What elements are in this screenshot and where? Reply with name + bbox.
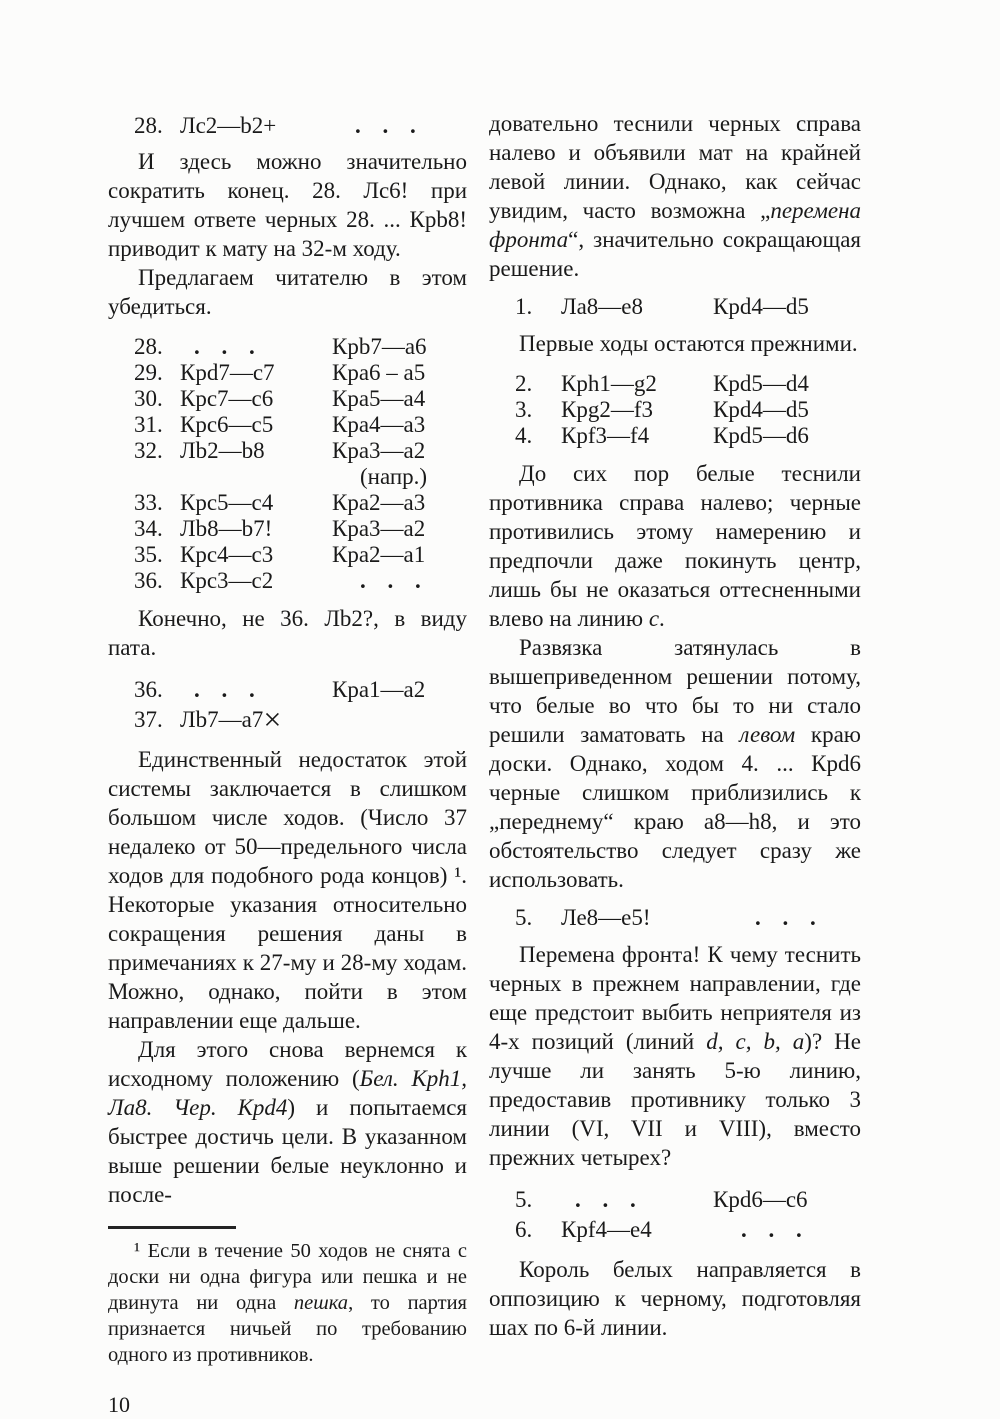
black-move: Крd5—d6 xyxy=(713,423,809,448)
paragraph xyxy=(489,940,861,1172)
move-number: 29. xyxy=(134,360,163,385)
text-segment: довательно теснили черных справа налево и объявили мат на крайней левой линии. Однако, как сейчас увидим, часто возможна „ xyxy=(489,111,861,223)
move-row xyxy=(108,490,467,516)
black-move: Крa2—a3 xyxy=(332,490,426,515)
checkmate-symbol: × xyxy=(263,701,282,737)
white-move: Лb2—b8 xyxy=(180,438,265,463)
black-move: Крa4—a3 xyxy=(332,412,426,437)
white-move: Крc7—c6 xyxy=(180,386,274,411)
move-row xyxy=(489,371,861,397)
text-segment: краю доски. Однако, ходом 4. ... Крd6 черные слишком приблизились к „переднему“ краю a8—h8, и это обстоятельство следует сразу же использовать. xyxy=(489,722,861,892)
move-number: 28. xyxy=(134,113,163,138)
black-move-ellipsis: . . . xyxy=(741,1217,810,1242)
move-number: 30. xyxy=(134,386,163,411)
black-move: Крa5—a4 xyxy=(332,386,426,411)
white-move: Крd7—c7 xyxy=(180,360,275,385)
white-move: Крc4—c3 xyxy=(180,542,274,567)
text-segment: Для этого снова вернемся к исходному положению ( xyxy=(108,1037,467,1091)
text-segment: “, значительно сокращающая решение. xyxy=(489,227,861,281)
black-move: Крb7—a6 xyxy=(332,334,427,359)
paragraph xyxy=(489,109,861,283)
move-row xyxy=(489,1185,861,1215)
move-row xyxy=(108,360,467,386)
move-row-mate xyxy=(108,701,467,737)
move-row xyxy=(108,568,467,594)
text-segment-italic: пешка xyxy=(293,1292,349,1314)
move-number: 36. xyxy=(134,568,163,593)
text-segment: Развязка затянулась в вышеприведенном решении потому, что белые во что бы то ни стало решили заматовать на xyxy=(489,635,861,747)
move-line-28 xyxy=(108,111,467,141)
text-segment-italic: перемена фронта xyxy=(489,198,861,252)
move-table-2 xyxy=(108,675,467,735)
paragraph xyxy=(489,633,861,894)
move-number: 33. xyxy=(134,490,163,515)
page-number: 10 xyxy=(108,1392,130,1417)
move-row-annotation xyxy=(108,464,467,490)
black-move: Крd4—d5 xyxy=(713,397,809,422)
move-number: 32. xyxy=(134,438,163,463)
move-row xyxy=(489,423,861,449)
move-row xyxy=(489,1215,861,1245)
white-move: Крc6—c5 xyxy=(180,412,274,437)
paragraph: Предлагаем читателю в этом убедиться. xyxy=(108,265,467,319)
move-number: 31. xyxy=(134,412,163,437)
text-segment-italic: Бел. Крh1, Ла8. Чер. Крd4 xyxy=(108,1066,467,1120)
black-move: Крa6 – a5 xyxy=(332,360,426,385)
black-move: Крd6—c6 xyxy=(713,1187,808,1212)
black-move-ellipsis: . . . xyxy=(755,905,824,930)
black-move: Крd5—d4 xyxy=(713,371,809,396)
move-number: 1. xyxy=(515,294,533,319)
footnote-rule xyxy=(108,1226,236,1229)
text-segment: ¹ Если в течение 50 ходов не снята с доски ни одна фигура или пешка и не двинута ни одна xyxy=(108,1240,467,1314)
white-move-ellipsis: . . . xyxy=(575,1187,644,1212)
right-column xyxy=(489,109,861,1342)
text-segment-italic: c xyxy=(648,606,660,631)
move-number: 36. xyxy=(134,677,163,702)
paragraph xyxy=(489,459,861,633)
move-number: 6. xyxy=(515,1217,533,1242)
move-line-1 xyxy=(489,292,861,322)
move-number: 34. xyxy=(134,516,163,541)
white-move: Крc3—c2 xyxy=(180,568,274,593)
move-row xyxy=(108,386,467,412)
move-number: 5. xyxy=(515,1187,533,1212)
black-move-ellipsis: . . . xyxy=(360,568,429,593)
white-move: Крh1—g2 xyxy=(561,371,657,396)
black-move-ellipsis: . . . xyxy=(355,113,424,138)
move-table-3 xyxy=(489,371,861,449)
paragraph: Единственный недостаток этой системы заключается в слишком большом числе ходов. (Число 37 недалеко от 50—предельного числа ходов для подобного рода концов) ¹. Некоторые указания относительно сокращения решения даны в примечаниях к 27-му и 28-му ходам. Можно, однако, пойти в этом направлении еще дальше. xyxy=(108,747,467,1033)
move-row xyxy=(108,516,467,542)
move-row xyxy=(108,542,467,568)
white-move: Крc5—c4 xyxy=(180,490,274,515)
footnote xyxy=(108,1238,467,1368)
text-segment: До сих пор белые теснили противника справа налево; черные противились этому намерению и предпочли даже покинуть центр, лишь бы не оказаться оттесненными влево на линию xyxy=(489,461,861,631)
black-move: Крd4—d5 xyxy=(713,294,809,319)
move-number: 28. xyxy=(134,334,163,359)
white-move-ellipsis: . . . xyxy=(194,677,263,702)
text-segment: . xyxy=(659,606,665,631)
left-column xyxy=(108,111,467,1419)
text-segment-italic: левом xyxy=(739,722,796,747)
black-move: Крa3—a2 xyxy=(332,438,426,463)
move-number: 35. xyxy=(134,542,163,567)
text-segment: )? Не лучше ли занять 5-ю линию, предоставив противнику только 3 линии (VI, VII и VIII), вместо прежних четырех? xyxy=(489,1029,861,1170)
move-number: 37. xyxy=(134,707,163,732)
white-move: Ла8—e8 xyxy=(561,294,644,319)
move-row xyxy=(108,412,467,438)
paragraph: Король белых направляется в оппозицию к черному, подготовляя шах по 6-й линии. xyxy=(489,1257,861,1340)
paragraph: Первые ходы остаются прежними. xyxy=(519,331,858,356)
move-row xyxy=(108,675,467,705)
move-number: 4. xyxy=(515,423,533,448)
black-move: Крa1—a2 xyxy=(332,677,426,702)
white-move: Ле8—e5! xyxy=(561,905,651,930)
paragraph: Конечно, не 36. Лb2?, в виду пата. xyxy=(108,606,467,660)
text-segment-italic: d, c, b, a xyxy=(706,1029,805,1054)
annotation-napr: (напр.) xyxy=(360,464,428,489)
move-row xyxy=(108,334,467,360)
white-move: Крg2—f3 xyxy=(561,397,653,422)
white-move: Крf4—e4 xyxy=(561,1217,652,1242)
white-move: Крf3—f4 xyxy=(561,423,650,448)
move-table-1 xyxy=(108,334,467,594)
move-table-4 xyxy=(489,1185,861,1245)
text-segment: ) и попытаемся быстрее достичь цели. В указанном выше решении белые неуклонно и после- xyxy=(108,1095,467,1207)
text-segment: Перемена фронта! К чему теснить черных в прежнем направлении, где еще предстоит выбить неприятеля из 4-х позиций (линий xyxy=(489,942,861,1054)
paragraph: И здесь можно значительно сократить конец. 28. Лc6! при лучшем ответе черных 28. ... Крb8! приводит к мату на 32-м ходу. xyxy=(108,149,467,261)
move-number: 5. xyxy=(515,905,533,930)
white-move: Лc2—b2+ xyxy=(180,113,277,138)
move-number: 3. xyxy=(515,397,533,422)
move-number: 2. xyxy=(515,371,533,396)
move-row xyxy=(489,397,861,423)
white-move: Лb7—a7 xyxy=(180,707,264,732)
black-move: Крa3—a2 xyxy=(332,516,426,541)
black-move: Крa2—a1 xyxy=(332,542,426,567)
move-row xyxy=(108,438,467,464)
white-move: . . . xyxy=(194,334,263,359)
text-segment: , то партия признается ничьей по требованию одного из противников. xyxy=(108,1292,467,1366)
move-line-5 xyxy=(489,903,861,933)
white-move: Лb8—b7! xyxy=(180,516,273,541)
paragraph xyxy=(108,1035,467,1209)
